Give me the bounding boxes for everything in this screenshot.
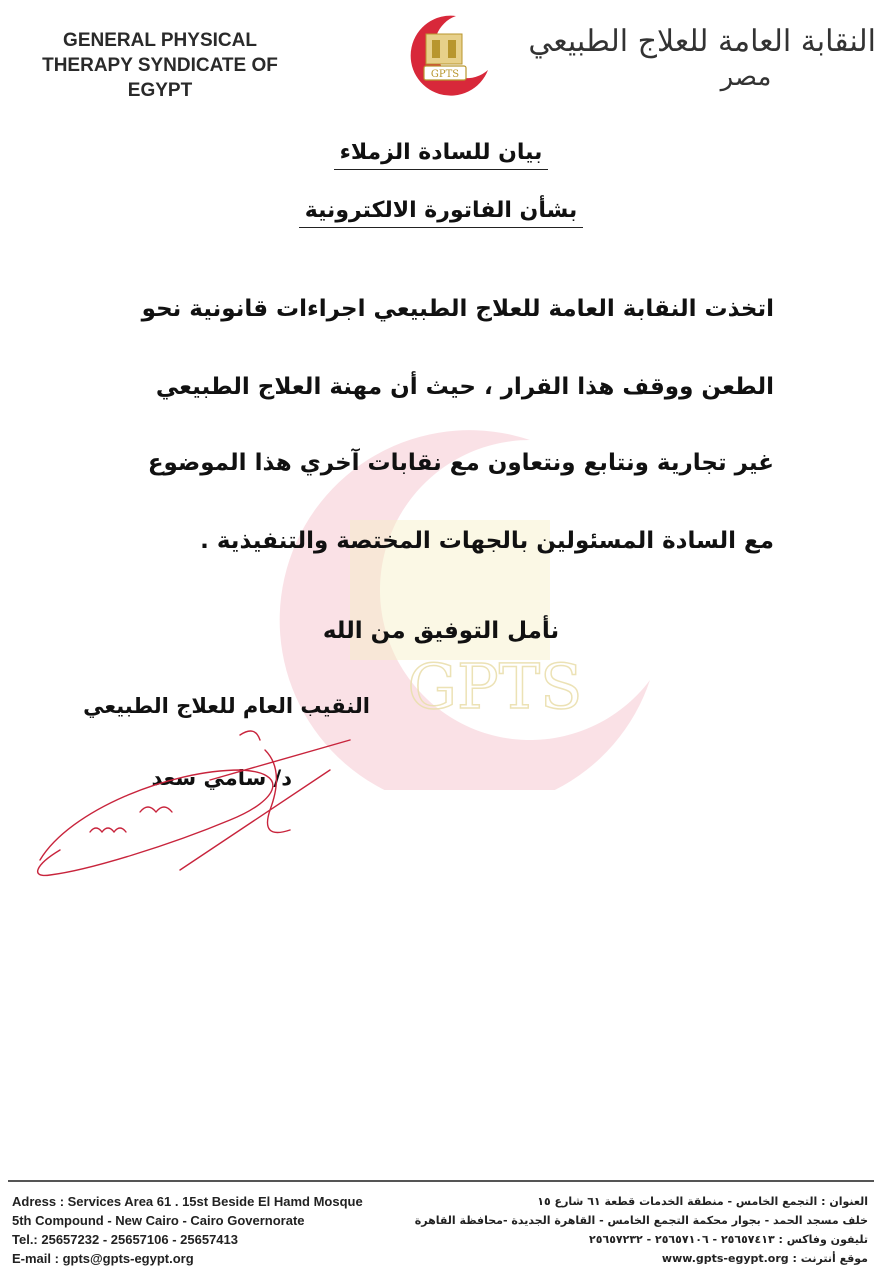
footer-en-line: Tel.: 25657232 - 25657106 - 25657413 (12, 1232, 238, 1247)
signatory-title: النقيب العام للعلاج الطبيعي (83, 694, 370, 718)
body-paragraph-line: غير تجارية ونتابع ونتعاون مع نقابات آخري هذا الموضوع (147, 450, 774, 476)
closing-line: نأمل التوفيق من الله (322, 618, 560, 644)
statement-title (0, 140, 882, 170)
body-paragraph-line: مع السادة المسئولين بالجهات المختصة والتنفيذية . (200, 528, 774, 554)
footer-en-line: E-mail : gpts@gpts-egypt.org (12, 1251, 194, 1266)
logo-text: GPTS (430, 69, 460, 80)
statement-subject-text: بشأن الفاتورة الالكترونية (299, 198, 584, 228)
gpts-logo (396, 10, 496, 100)
org-name-en-line: THERAPY SYNDICATE OF (42, 55, 278, 76)
footer-divider (8, 1180, 874, 1182)
footer-en-line: 5th Compound - New Cairo - Cairo Governorate (12, 1213, 305, 1228)
signatory-name: د/ سامي سعد (151, 766, 292, 790)
org-name-arabic (528, 22, 876, 92)
org-country-ar: مصر (720, 62, 772, 92)
footer-ar-line: تليفون وفاكس : ٢٥٦٥٧٤١٣ - ٢٥٦٥٧١٠٦ - ٢٥٦٥٧٢٣٢ (589, 1233, 868, 1246)
footer-en-line: Adress : Services Area 61 . 15st Beside El Hamd Mosque (12, 1194, 363, 1209)
org-name-ar: النقابة العامة للعلاج الطبيعي (528, 24, 876, 59)
body-paragraph-line: الطعن ووقف هذا القرار ، حيث أن مهنة العلاج الطبيعي (155, 374, 774, 400)
statement-title-text: بيان للسادة الزملاء (334, 140, 549, 170)
footer-ar-line: خلف مسجد الحمد - بجوار محكمة التجمع الخامس - القاهرة الجديدة -محافظة القاهرة (414, 1214, 868, 1227)
footer-ar-line: موقع أنترنت : www.gpts-egypt.org (661, 1252, 868, 1265)
watermark-text: GPTS (407, 650, 583, 723)
footer-contact-english (12, 1192, 363, 1268)
footer-contact-arabic (415, 1192, 868, 1268)
org-name-en-line: GENERAL PHYSICAL (63, 30, 257, 51)
handwritten-signature (30, 720, 360, 890)
body-paragraph-line: اتخذت النقابة العامة للعلاج الطبيعي اجراءات قانونية نحو (141, 296, 774, 322)
statement-subject (0, 198, 882, 228)
org-name-en-line: EGYPT (127, 80, 193, 101)
footer-ar-line: العنوان : التجمع الخامس - منطقة الخدمات قطعة ٦١ شارع ١٥ (537, 1195, 868, 1208)
org-name-english (10, 28, 310, 103)
